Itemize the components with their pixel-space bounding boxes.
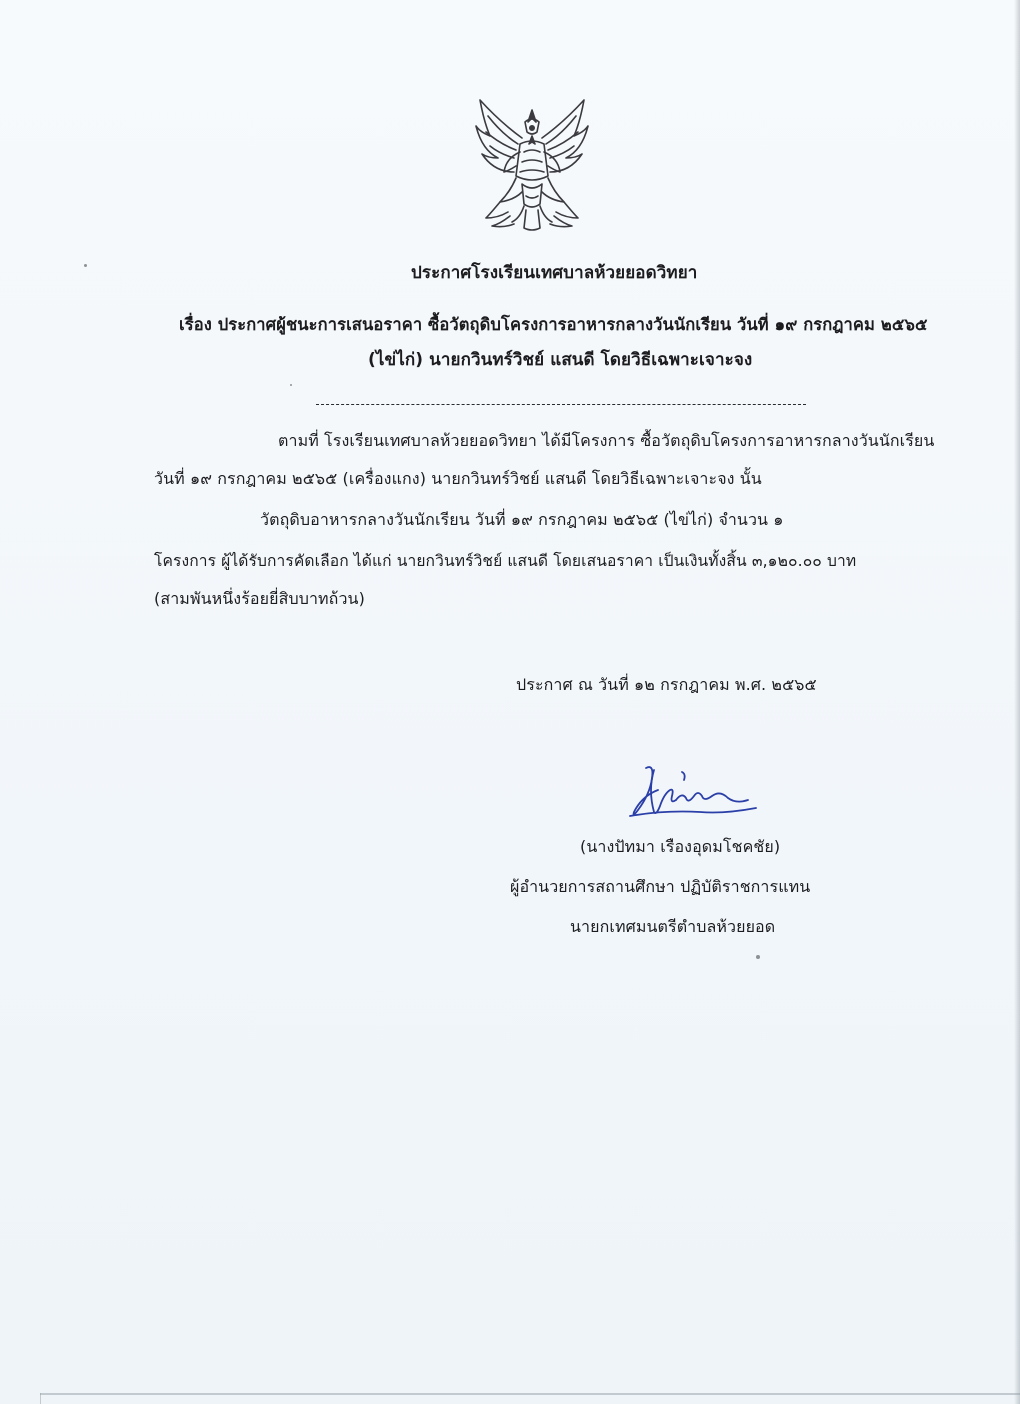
- signatory-title-2: นายกเทศมนตรีตำบลห้วยยอด: [570, 917, 776, 936]
- header-subject-cont: (ไข่ไก่) นายกวินทร์วิชย์ แสนดี โดยวิธีเฉพาะเจาะจง: [368, 350, 753, 370]
- body-paragraph-2-line-1: วัตถุดิบอาหารกลางวันนักเรียน วันที่ ๑๙ กรกฎาคม ๒๕๖๕ (ไข่ไก่) จำนวน ๑: [260, 510, 784, 529]
- body-paragraph-2-line-2: โครงการ ผู้ได้รับการคัดเลือก ได้แก่ นายกวินทร์วิชย์ แสนดี โดยเสนอราคา เป็นเงินทั้งสิ้น ๓,๑๒๐.๐๐ บาท: [154, 552, 857, 570]
- scan-edge: [40, 1393, 41, 1404]
- scan-edge: [1014, 0, 1020, 1404]
- body-paragraph-1-line-1: ตามที่ โรงเรียนเทศบาลห้วยยอดวิทยา ได้มีโครงการ ซื้อวัตถุดิบโครงการอาหารกลางวันนักเรียน: [278, 431, 935, 450]
- signatory-name: (นางปัทมา เรืองอุดมโชคชัย): [580, 837, 781, 856]
- signatory-title-1: ผู้อำนวยการสถานศึกษา ปฏิบัติราชการแทน: [510, 877, 811, 896]
- handwritten-signature-icon: [624, 760, 764, 838]
- header-divider: [316, 404, 806, 405]
- scan-speck: [290, 384, 292, 386]
- scan-speck: [756, 955, 760, 959]
- announce-date: ประกาศ ณ วันที่ ๑๒ กรกฎาคม พ.ศ. ๒๕๖๕: [516, 675, 817, 694]
- body-paragraph-2-line-3: (สามพันหนึ่งร้อยยี่สิบบาทถ้วน): [154, 589, 365, 608]
- scan-edge: [40, 1393, 1020, 1395]
- header-subject: เรื่อง ประกาศผู้ชนะการเสนอราคา ซื้อวัตถุดิบโครงการอาหารกลางวันนักเรียน วันที่ ๑๙ กรกฎาคม ๒๕๖๕: [179, 315, 928, 334]
- body-paragraph-1-line-2: วันที่ ๑๙ กรกฎาคม ๒๕๖๕ (เครื่องแกง) นายกวินทร์วิชย์ แสนดี โดยวิธีเฉพาะเจาะจง นั้น: [154, 469, 762, 488]
- header-title: ประกาศโรงเรียนเทศบาลห้วยยอดวิทยา: [411, 263, 698, 283]
- scan-speck: [84, 264, 87, 267]
- garuda-emblem-icon: [470, 92, 594, 238]
